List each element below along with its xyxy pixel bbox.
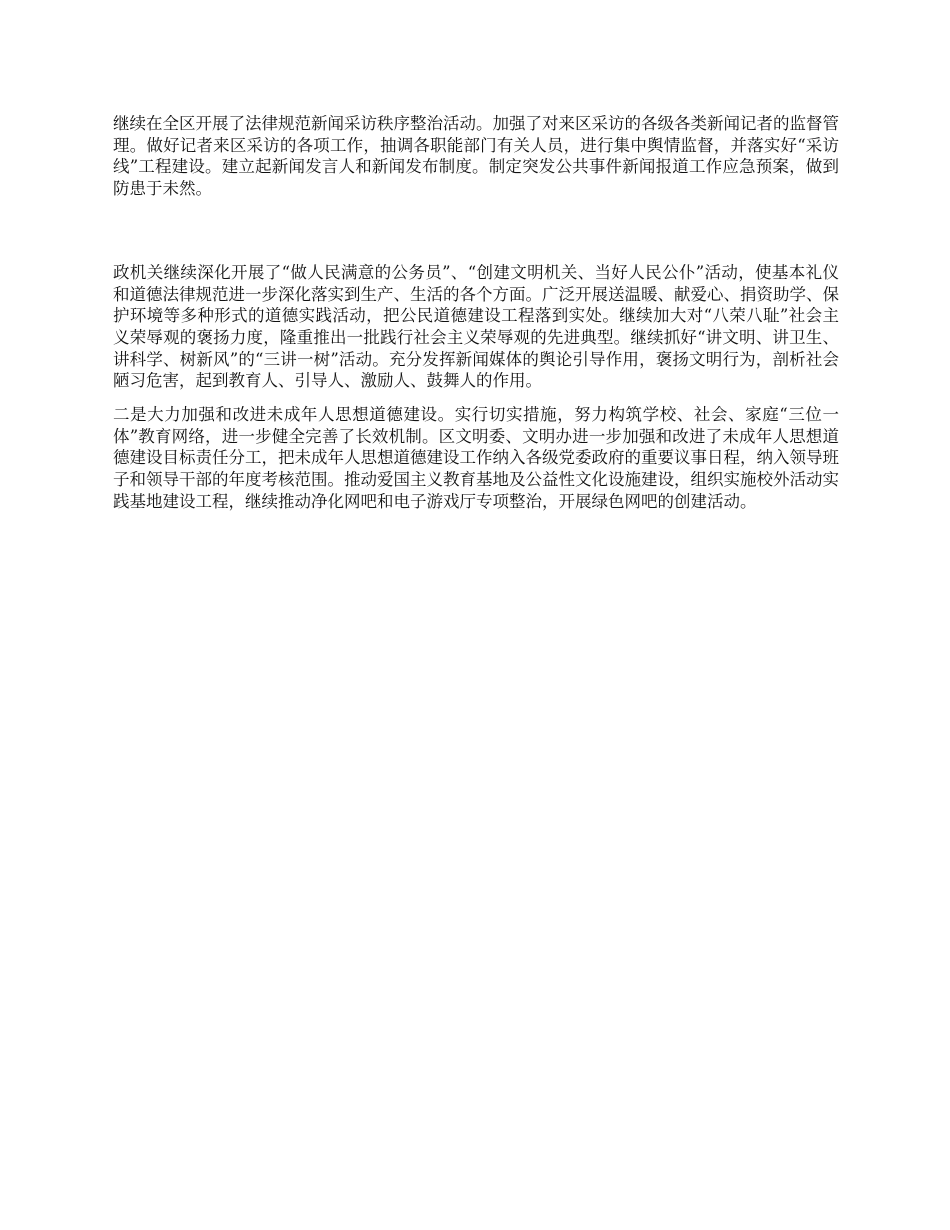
paragraph-news-order: 继续在全区开展了法律规范新闻采访秩序整治活动。加强了对来区采访的各级各类新闻记者的监督管理。做好记者来区采访的各项工作，抽调各职能部门有关人员，进行集中舆情监督，并落实好“采访线”工程建设。建立起新闻发言人和新闻发布制度。制定突发公共事件新闻报道工作应急预案，做到防患于未然。 <box>113 114 839 199</box>
document-body <box>113 113 839 513</box>
paragraph-civil-servants: 政机关继续深化开展了“做人民满意的公务员”、“创建文明机关、当好人民公仆”活动，使基本礼仪和道德法律规范进一步深化落实到生产、生活的各个方面。广泛开展送温暖、献爱心、捐资助学、保护环境等多种形式的道德实践活动，把公民道德建设工程落到实处。继续加大对“八荣八耻”社会主义荣辱观的褒扬力度，隆重推出一批践行社会主义荣辱观的先进典型。继续抓好“讲文明、讲卫生、讲科学、树新风”的“三讲一树”活动。充分发挥新闻媒体的舆论引导作用，褒扬文明行为，剖析社会陋习危害，起到教育人、引导人、激励人、鼓舞人的作用。 <box>113 262 839 391</box>
paragraph-minors-morality: 二是大力加强和改进未成年人思想道德建设。实行切实措施，努力构筑学校、社会、家庭“三位一体”教育网络，进一步健全完善了长效机制。区文明委、文明办进一步加强和改进了未成年人思想道德建设目标责任分工，把未成年人思想道德建设工作纳入各级党委政府的重要议事日程，纳入领导班子和领导干部的年度考核范围。推动爱国主义教育基地及公益性文化设施建设，组织实施校外活动实践基地建设工程，继续推动净化网吧和电子游戏厅专项整治，开展绿色网吧的创建活动。 <box>113 405 839 511</box>
